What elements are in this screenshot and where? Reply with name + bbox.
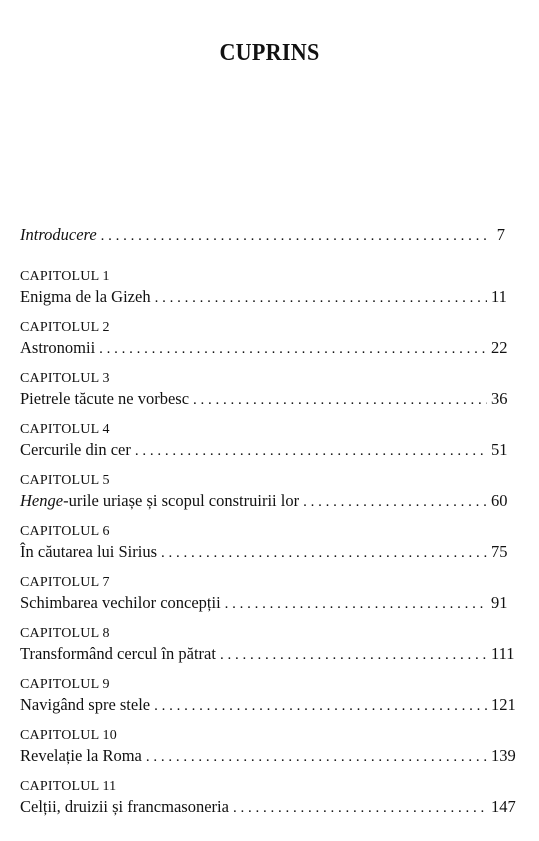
chapter-label: CAPITOLUL 11	[20, 779, 117, 794]
dot-leader	[193, 389, 487, 411]
entry-title: Introducere	[20, 225, 97, 244]
dot-leader	[161, 542, 487, 564]
page-number: 22	[491, 338, 508, 357]
page-title: CUPRINS	[219, 40, 320, 66]
dot-leader	[155, 287, 487, 309]
entry-title: În căutarea lui Sirius	[20, 542, 157, 561]
toc-entry-chapter-1[interactable]	[20, 268, 505, 308]
page-number: 51	[491, 440, 508, 459]
dot-leader	[99, 338, 487, 360]
toc-entry-introduction[interactable]	[20, 224, 505, 246]
dot-leader	[101, 225, 487, 247]
chapter-label: CAPITOLUL 4	[20, 422, 110, 437]
chapter-label: CAPITOLUL 1	[20, 269, 110, 284]
dot-leader	[146, 746, 487, 768]
toc-entry-chapter-6[interactable]	[20, 523, 508, 563]
toc-entry-chapter-10[interactable]	[20, 727, 516, 767]
entry-title-rest: -urile uriașe și scopul construirii lor	[63, 491, 300, 510]
entry-title: Navigând spre stele	[20, 695, 151, 714]
toc-entry-chapter-9[interactable]	[20, 676, 516, 716]
page-number: 91	[491, 593, 508, 612]
page-number: 75	[491, 542, 508, 561]
entry-title: Schimbarea vechilor concepții	[20, 593, 221, 612]
toc-entry-chapter-11[interactable]	[20, 778, 516, 818]
toc-entry-chapter-7[interactable]	[20, 574, 508, 614]
dot-leader	[303, 491, 487, 513]
toc-entry-chapter-5[interactable]	[20, 472, 508, 512]
entry-title	[20, 490, 299, 512]
page-number: 7	[496, 225, 505, 244]
chapter-label: CAPITOLUL 3	[20, 371, 110, 386]
entry-title-italic: Henge	[20, 491, 64, 510]
page-number: 139	[491, 746, 516, 765]
entry-title: Astronomii	[20, 338, 96, 357]
toc-entry-chapter-3[interactable]	[20, 370, 508, 410]
entry-title: Revelație la Roma	[20, 746, 142, 765]
dot-leader	[220, 644, 487, 666]
chapter-label: CAPITOLUL 5	[20, 473, 110, 488]
page-number: 60	[491, 491, 508, 510]
chapter-label: CAPITOLUL 2	[20, 320, 110, 335]
dot-leader	[233, 797, 487, 819]
toc-entry-chapter-4[interactable]	[20, 421, 508, 461]
entry-title: Enigma de la Gizeh	[20, 287, 151, 306]
chapter-label: CAPITOLUL 9	[20, 677, 110, 692]
chapter-label: CAPITOLUL 6	[20, 524, 110, 539]
chapter-label: CAPITOLUL 7	[20, 575, 110, 590]
page-number: 147	[491, 797, 516, 816]
page-number: 121	[491, 695, 516, 714]
entry-title: Transformând cercul în pătrat	[20, 644, 216, 663]
page-number: 11	[491, 287, 507, 306]
page-number: 36	[491, 389, 508, 408]
entry-title: Cercurile din cer	[20, 440, 131, 459]
toc-entry-chapter-8[interactable]	[20, 625, 515, 665]
dot-leader	[135, 440, 487, 462]
dot-leader	[154, 695, 487, 717]
chapter-label: CAPITOLUL 10	[20, 728, 117, 743]
entry-title: Pietrele tăcute ne vorbesc	[20, 389, 190, 408]
page-number: 111	[491, 644, 515, 663]
chapter-label: CAPITOLUL 8	[20, 626, 110, 641]
dot-leader	[225, 593, 487, 615]
entry-title: Celții, druizii și francmasoneria	[20, 797, 229, 816]
toc-entry-chapter-2[interactable]	[20, 319, 508, 359]
